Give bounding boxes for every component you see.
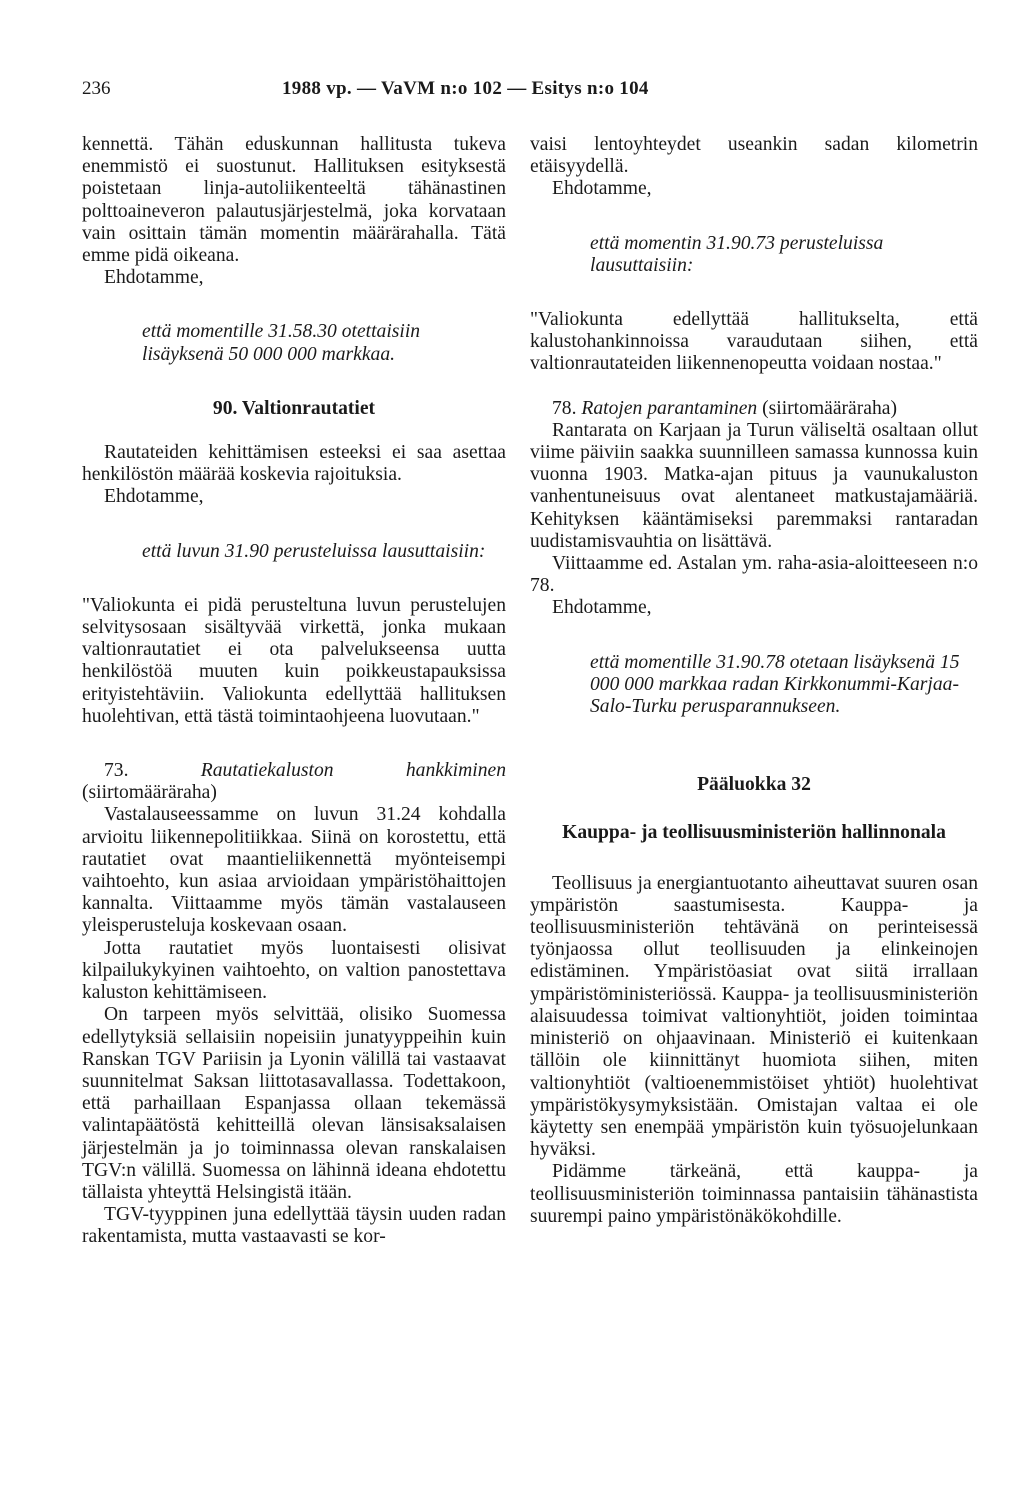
paragraph: vaisi lentoyhteydet useankin sadan kilometrin etäisyydellä. — [530, 134, 978, 178]
left-column — [82, 134, 506, 1249]
quoted-statement: "Valiokunta edellyttää hallitukselta, että kalustohankinnoissa varaudutaan siihen, että valtionrautateiden liikennenopeutta voidaan nostaa." — [530, 309, 978, 375]
ehdotamme-label: Ehdotamme, — [104, 267, 204, 289]
paragraph: Teollisuus ja energiantuotanto aiheuttavat suuren osan ympäristön saastumisesta. Kauppa- ja teollisuusministeriön tehtävänä on perinteisessä työnjaossa ollut teollisuuden ja elinkeinojen edistäminen. Ympäristöasiat ovat siitä irrallaan ympäristöministeriössä. Kauppa- ja teollisuusministeriön alaisuudessa toimivat valtionyhtiöt, joiden toimintaa ministeriö on ohjaavinaan. Ministeriö ei kuitenkaan tällöin ole kiinnittänyt huomiota siihen, miten valtionyhtiöt (valtioenemmistöiset yhtiöt) huolehtivat ympäristökysymyksistään. Omistajan valtaa ei ole käytetty sen enempää ympäristön kuin työsuojelunkaan hyväksi. — [530, 872, 978, 1161]
quoted-statement: "Valiokunta ei pidä perusteltuna luvun perustelujen selvitysosaan sisältyvää virkettä, jonka mukaan valtionrautatiet ei ota palvelukseensa uutta henkilöstöä muuten kuin poikkeustapauksissa erityistehtäviin. Valiokunta edellyttää hallituksen huolehtivan, että tästä toimintaohjeena luovutaan." — [82, 594, 506, 727]
page-number: 236 — [82, 78, 111, 99]
ehdotamme-label: Ehdotamme, — [552, 178, 652, 200]
paragraph: Rautateiden kehittämisen esteeksi ei saa asettaa henkilöstön määrää koskevia rajoituksia. — [82, 442, 506, 486]
motion-text: että momentille 31.58.30 otettaisiin lisäyksenä 50 000 000 markkaa. — [142, 321, 421, 365]
item-number: 73. — [104, 760, 129, 782]
section-heading-90: 90. Valtionrautatiet — [212, 397, 376, 419]
paragraph: Pidämme tärkeänä, että kauppa- ja teollisuusministeriön toiminnassa pantaisiin tähänastista suurempi paino ympäristönäkökohdille. — [530, 1161, 978, 1227]
item-73-title — [82, 760, 506, 804]
paragraph: TGV-tyyppinen juna edellyttää täysin uuden radan rakentamista, mutta vastaavasti se kor- — [82, 1204, 506, 1248]
item-suffix: (siirtomääräraha) — [762, 397, 897, 419]
item-78-title — [530, 398, 978, 420]
paragraph: On tarpeen myös selvittää, olisiko Suomessa edellytyksiä sellaisiin nopeisiin junatyyppeihin kuin Ranskan TGV Pariisin ja Lyonin välillä tai vastaavat suunnitelmat Saksan liittotasavallassa. Todettakoon, että parhaillaan Espanjassa ollaan tekemässä valintapäätöstä kehitteillä olevan länsisaksalaisen järjestelmän ja jo toiminnassa olevan ranskalaisen TGV:n välillä. Suomessa on lähinnä ideana ehdotettu tällaista yhteyttä Helsingistä itään. — [82, 1004, 506, 1203]
paragraph: Viittaamme ed. Astalan ym. raha-asia-aloitteeseen n:o 78. — [530, 553, 978, 597]
main-title-heading: Pääluokka 32 — [697, 774, 811, 796]
motion-text: että momentin 31.90.73 perusteluissa lausuttaisiin: — [590, 232, 884, 276]
motion-text: että momentille 31.90.78 otetaan lisäyksenä 15 000 000 markkaa radan Kirkkonummi-Karjaa-Salo-Turku perusparannukseen. — [590, 651, 960, 718]
paragraph: kennettä. Tähän eduskunnan hallitusta tukeva enemmistö ei suostunut. Hallituksen esityksestä poistetaan linja-autoliikenteeltä tähänastinen polttoaineveron palautusjärjestelmä, joka korvataan vain osittain tämän momentin määrärahalla. Tätä emme pidä oikeana. — [82, 134, 506, 267]
paragraph: Vastalauseessamme on luvun 31.24 kohdalla arvioitu liikennepolitiikkaa. Siinä on korostettu, että rautatiet ovat maantieliikennettä myönteisempi vaihtoehto, kun asiaa arvioidaan ympäristöhaittojen kannalta. Viittaamme myös tämän vastalauseen yleisperusteluja koskevaan osaan. — [82, 804, 506, 937]
paragraph: Jotta rautatiet myös luontaisesti olisivat kilpailukykyinen vaihtoehto, on valtion panostettava kaluston kehittämiseen. — [82, 937, 506, 1004]
ehdotamme-label: Ehdotamme, — [104, 486, 204, 508]
ehdotamme-label: Ehdotamme, — [552, 597, 652, 619]
ministry-heading: Kauppa- ja teollisuusministeriön hallinnonala — [562, 822, 946, 844]
item-number: 78. — [552, 397, 577, 419]
item-title: Rautatiekaluston hankkiminen — [200, 760, 506, 782]
page-header — [82, 78, 982, 108]
item-suffix: (siirtomääräraha) — [82, 782, 217, 804]
motion-text: että luvun 31.90 perusteluissa lausuttaisiin: — [142, 540, 486, 562]
running-title: 1988 vp. — VaVM n:o 102 — Esitys n:o 104 — [282, 78, 649, 99]
item-title: Ratojen parantaminen — [581, 397, 758, 419]
right-column — [530, 134, 978, 1228]
paragraph: Rantarata on Karjaan ja Turun väliseltä osaltaan ollut viime päiviin saakka suunnilleen samassa kunnossa kuin vuonna 1903. Matka-ajan pituus ja vaunukaluston vanhentuneisuus ovat alentaneet matkustajamääriä. Kehityksen kääntämiseksi paremmaksi rantaradan uudistamisvauhtia on lisättävä. — [530, 419, 978, 552]
